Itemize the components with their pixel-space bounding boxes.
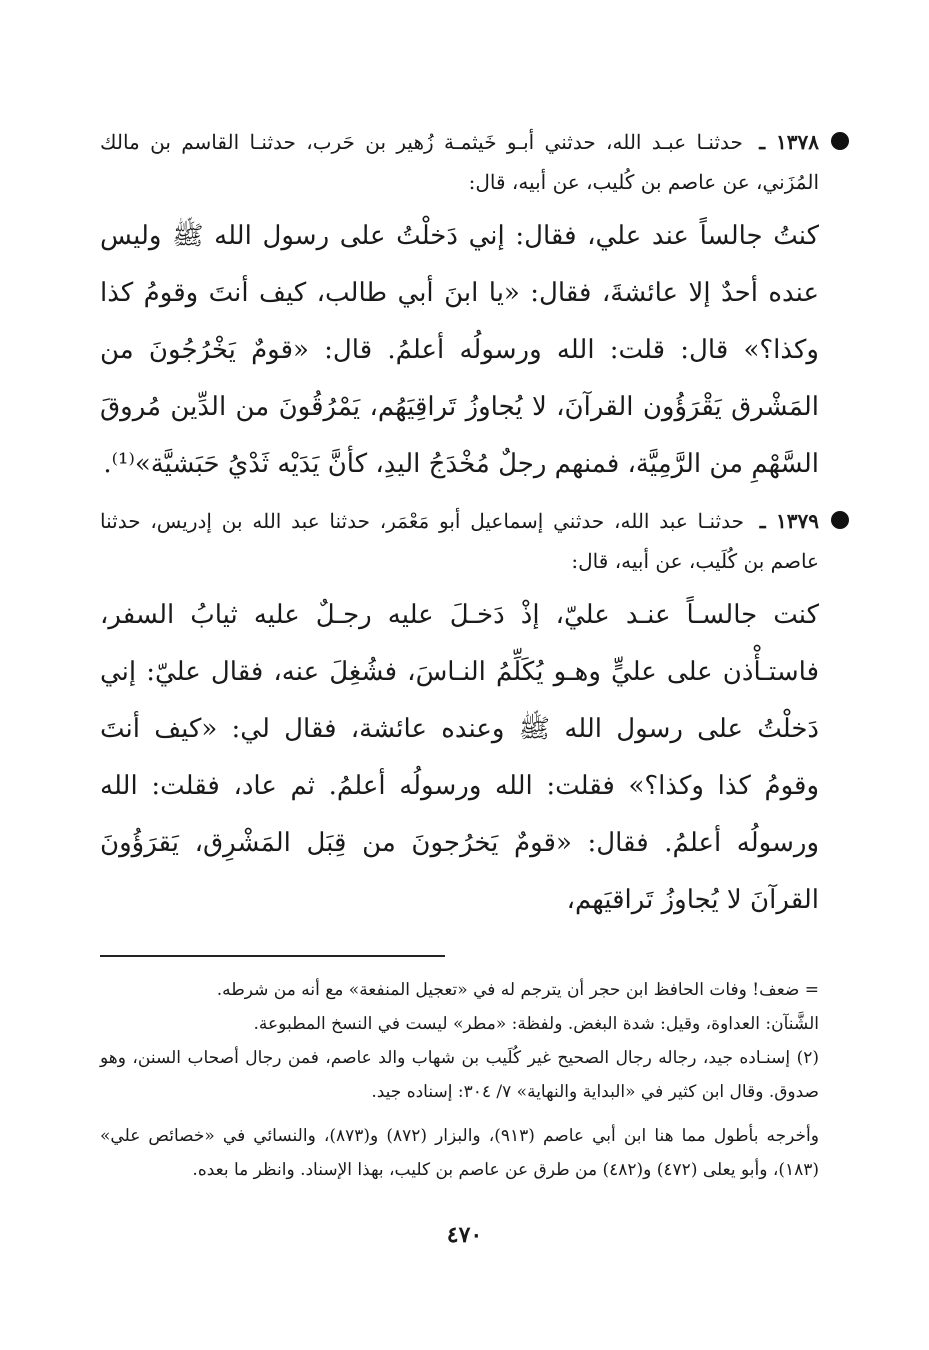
hadith-1379-matn: كنت جالسـاً عنـد عليّ، إذْ دَخـلَ عليه رجـلٌ عليه ثيابُ السفر، فاستـأْذن على عليٍّ وهـو يُكَلِّمُ النـاسَ، فشُغِلَ عنه، فقال عليّ: إني دَخلْتُ على رسول الله ﷺ وعنده عائشة، فقال لي: «كيف أنتَ وقومُ كذا وكذا؟» فقلت: الله ورسولُه أعلمُ. ثم عاد، فقلت: الله ورسولُه أعلمُ. فقال: «قومٌ يَخرُجونَ من قِبَل المَشْرِق، يَقرَؤُونَ القرآنَ لا يُجاوزُ تَراقيَهم،: [100, 600, 819, 915]
hadith-1378-matn: كنتُ جالساً عند علي، فقال: إني دَخلْتُ على رسول الله ﷺ وليس عنده أحدٌ إلا عائشةَ، فقال: «يا ابنَ أبي طالب، كيف أنتَ وقومُ كذا وكذا؟» قال: قلت: الله ورسولُه أعلمُ. قال: «قومٌ يَخْرُجُونَ من المَشْرق يَقْرَؤُون القرآنَ، لا يُجاوزُ تَراقِيَهُم، يَمْرُقُونَ من الدِّين مُروقَ السَّهْمِ من الرَّمِيَّة، فمنهم رجلٌ مُخْدَجُ اليدِ، كأنَّ يَدَيْه ثَدْيُ حَبَشيَّة»⁽¹⁾.: [100, 221, 819, 479]
footnote-divider: [100, 955, 445, 957]
footnote-takhrij: وأخرجه بأطول مما هنا ابن أبي عاصم (٩١٣)، والبزار (٨٧٢) و(٨٧٣)، والنسائي في «خصائص علي» (١٨٣)، وأبو يعلى (٤٧٢) و(٤٨٢) من طرق عن عاصم بن كليب، بهذا الإسناد. وانظر ما بعده.: [100, 1126, 819, 1180]
hadith-number: ١٣٧٨ ـ: [759, 130, 820, 154]
hadith-1379-isnad: [100, 501, 819, 581]
isnad-text: حدثنـا عبـد الله، حدثني أبـو خَيثمـة زُهير بن حَرب، حدثنـا القاسم بن مالك المُزَني، عن عاصم بن كُليب، عن أبيه، قال:: [100, 130, 819, 194]
isnad-text: حدثنـا عبد الله، حدثني إسماعيل أبو مَعْمَر، حدثنا عبد الله بن إدريس، حدثنا عاصم بن كُلَيب، عن أبيه، قال:: [100, 509, 819, 573]
page-body: [100, 122, 819, 1187]
bullet-icon: [831, 132, 849, 150]
bullet-icon: [831, 511, 849, 529]
footnote-2: (٢) إسنـاده جيد، رجاله رجال الصحيح غير كُلَيب بن شهاب والد عاصم، فمن رجال أصحاب السنن، وهو صدوق. وقال ابن كثير في «البداية والنهاية» ٧/ ٣٠٤: إسناده جيد.: [100, 1048, 819, 1102]
footnote-glossary: الشَّنآن: العداوة، وقيل: شدة البغض. ولفظة: «مطر» ليست في النسخ المطبوعة.: [253, 1014, 819, 1034]
page-number: ٤٧٠: [446, 1222, 483, 1248]
footnotes: [100, 973, 819, 1187]
footnote-continuation: = ضعف! وفات الحافظ ابن حجر أن يترجم له في «تعجيل المنفعة» مع أنه من شرطه.: [216, 980, 819, 1000]
hadith-1378-isnad: [100, 122, 819, 202]
hadith-number: ١٣٧٩ ـ: [759, 509, 819, 533]
